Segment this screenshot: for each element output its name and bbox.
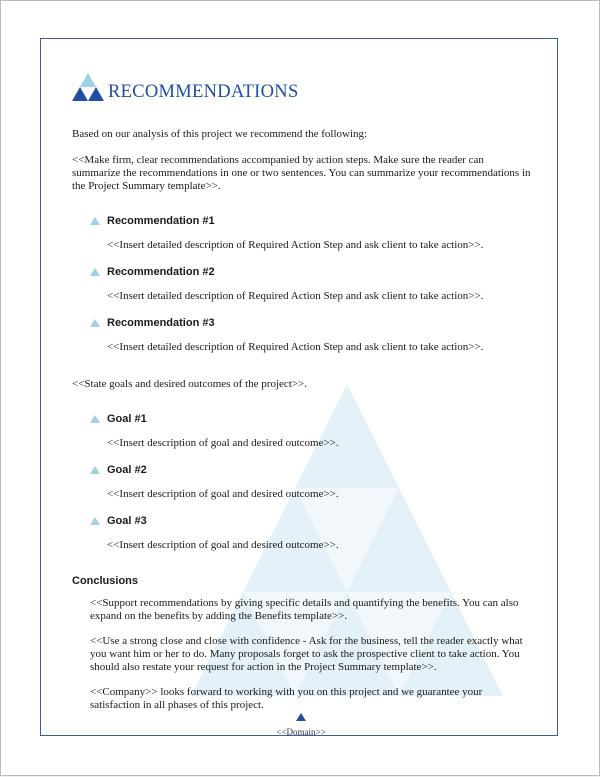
goal-label: Goal #1 [107, 413, 147, 425]
conclusion-paragraph: <<Support recommendations by giving specific details and quantifying the benefits. You can also expand on the benefits by adding the Benefits template>>. [90, 597, 519, 622]
goal-description: <<Insert description of goal and desired outcome>>. [107, 488, 339, 500]
goal-item [90, 413, 532, 450]
triangle-bullet-icon [90, 517, 100, 525]
goal-label: Goal #3 [107, 515, 147, 527]
goals-intro-paragraph: <<State goals and desired outcomes of the project>>. [72, 378, 307, 390]
conclusion-paragraph: <<Use a strong close and close with confidence - Ask for the business, tell the reader exactly what you want him or her to do. Many proposals forget to ask the prospective client to take action. You should also restate your request for action in the Project Summary template>>. [90, 635, 523, 673]
footer-domain: <<Domain>> [276, 727, 326, 737]
goal-description: <<Insert description of goal and desired outcome>>. [107, 539, 339, 551]
recommendation-description: <<Insert detailed description of Required Action Step and ask client to take action>>. [107, 239, 484, 251]
recommendation-label: Recommendation #3 [107, 317, 215, 329]
recommendation-description: <<Insert detailed description of Required Action Step and ask client to take action>>. [107, 341, 484, 353]
recommendation-item [90, 317, 532, 354]
recommendation-item [90, 215, 532, 252]
triangle-bullet-icon [90, 217, 100, 225]
conclusion-paragraph: <<Company>> looks forward to working with you on this project and we guarantee your satisfaction in all phases of this project. [90, 686, 483, 711]
triangle-bullet-icon [90, 466, 100, 474]
recommendation-label: Recommendation #2 [107, 266, 215, 278]
recommendation-label: Recommendation #1 [107, 215, 215, 227]
goal-label: Goal #2 [107, 464, 147, 476]
recommendation-item [90, 266, 532, 303]
triangle-bullet-icon [90, 415, 100, 423]
recommendation-description: <<Insert detailed description of Required Action Step and ask client to take action>>. [107, 290, 484, 302]
goal-item [90, 515, 532, 552]
triangle-logo-icon [72, 73, 104, 101]
page-title: RECOMMENDATIONS [108, 82, 299, 102]
lead-paragraph: <<Make firm, clear recommendations accompanied by action steps. Make sure the reader can summarize the recommendations in one or two sentences. You can summarize your recommendations in the Project Summary template>>. [72, 154, 531, 192]
triangle-bullet-icon [90, 319, 100, 327]
intro-paragraph: Based on our analysis of this project we recommend the following: [72, 128, 368, 140]
triangle-bullet-icon [90, 268, 100, 276]
conclusions-heading: Conclusions [72, 575, 139, 587]
triangle-footer-icon [296, 713, 306, 721]
page-footer [1, 713, 600, 740]
goal-description: <<Insert description of goal and desired outcome>>. [107, 437, 339, 449]
goal-item [90, 464, 532, 501]
document-body [72, 128, 532, 724]
